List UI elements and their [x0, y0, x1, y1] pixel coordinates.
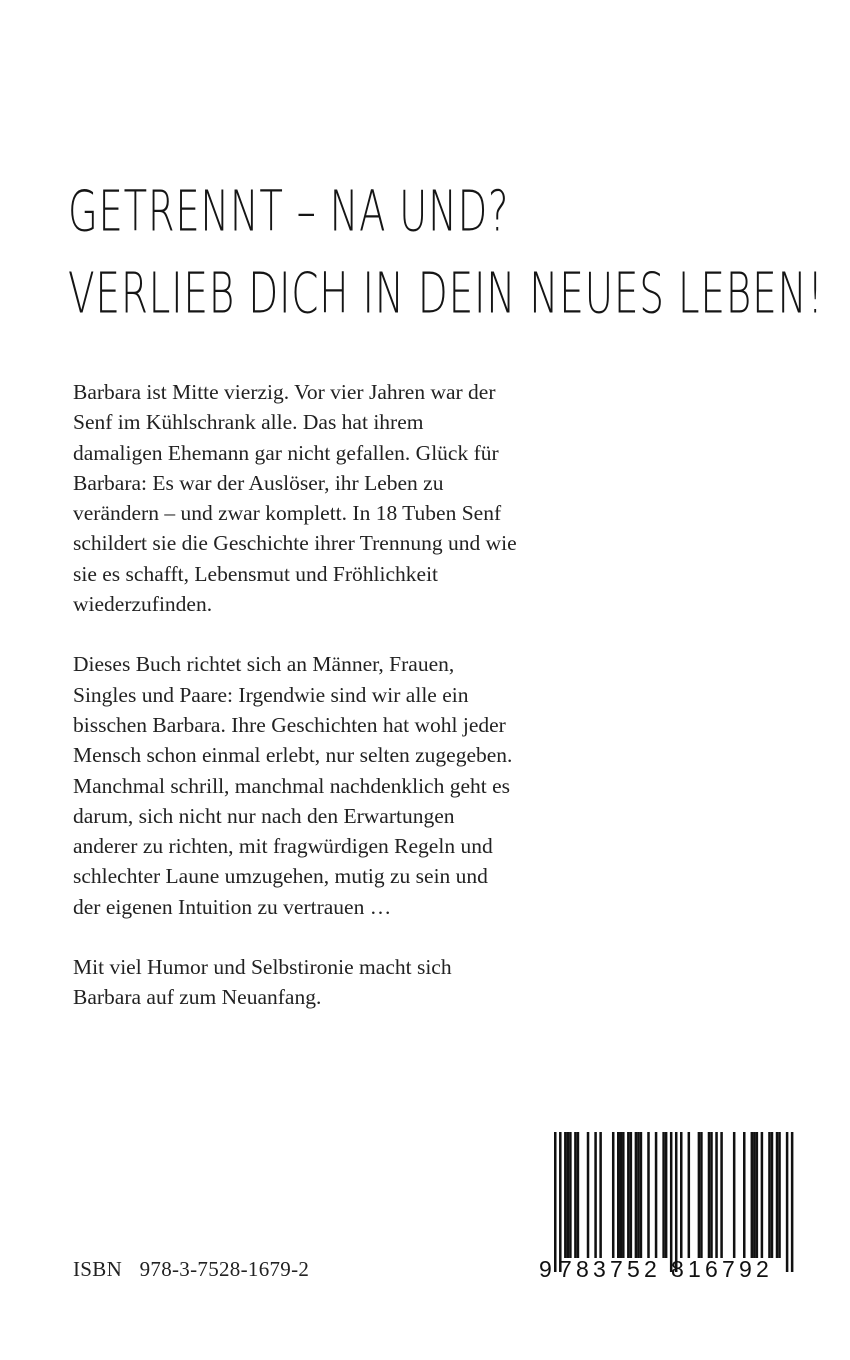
barcode-bar [594, 1132, 597, 1258]
barcode-guard-bar [675, 1132, 678, 1272]
isbn-number: 978-3-7528-1679-2 [139, 1257, 310, 1281]
barcode-guard-bar [554, 1132, 557, 1272]
barcode-bar [761, 1132, 764, 1258]
barcode-digits-left: 783752 [559, 1256, 661, 1282]
barcode [533, 1128, 813, 1288]
barcode-bar [617, 1132, 620, 1258]
blurb-paragraph-2: Dieses Buch richtet sich an Männer, Frauen, Singles und Paare: Irgendwie sind wir alle ein bisschen Barbara. Ihre Geschichten hat wohl jeder Mensch schon einmal erlebt, nur selten zugegeben. Manchmal schrill, manchmal nachdenklich geht es darum, sich nicht nur nach den Erwartungen anderer zu richten, mit fragwürdigen Regeln und schlechter Laune umzugehen, mutig zu sein und der eigenen Intuition zu vertrauen … [73, 652, 513, 919]
barcode-bar [655, 1132, 658, 1258]
barcode-digits [533, 1256, 813, 1284]
barcode-bar [637, 1132, 640, 1258]
barcode-bar [743, 1132, 746, 1258]
barcode-bar [622, 1132, 625, 1258]
barcode-digit-first: 9 [539, 1256, 552, 1282]
barcode-bar [647, 1132, 650, 1258]
barcode-bar [710, 1132, 713, 1258]
blurb-paragraph-1: Barbara ist Mitte vierzig. Vor vier Jahren war der Senf im Kühlschrank alle. Das hat ihrem damaligen Ehemann gar nicht gefallen. Glück für Barbara: Es war der Auslöser, ihr Leben zu verändern – und zwar komplett. In 18 Tuben Senf schildert sie die Geschichte ihrer Trennung und wie sie es schafft, Lebensmut und Fröhlichkeit wiederzufinden. [73, 380, 517, 617]
barcode-bar [630, 1132, 633, 1258]
blurb-paragraph-3: Mit viel Humor und Selbstironie macht sich Barbara auf zum Neuanfang. [73, 955, 452, 1010]
barcode-bar [751, 1132, 754, 1258]
isbn-label: ISBN [73, 1257, 123, 1281]
barcode-guard-bar [786, 1132, 789, 1272]
headline-line-2: VERLIEB DICH IN DEIN NEUES LEBEN! [68, 261, 824, 327]
barcode-bar [776, 1132, 779, 1258]
barcode-guard-bar [791, 1132, 794, 1272]
barcode-bar [665, 1132, 668, 1258]
headline-line-1: GETRENNT – NA UND? [68, 179, 510, 245]
barcode-bar [715, 1132, 718, 1258]
barcode-bar [733, 1132, 736, 1258]
barcode-bar [564, 1132, 567, 1258]
barcode-bar [771, 1132, 774, 1258]
barcode-bar [620, 1132, 623, 1258]
barcode-bar [569, 1132, 572, 1258]
barcode-bar [778, 1132, 781, 1258]
barcode-bar [753, 1132, 756, 1258]
barcode-bar [612, 1132, 615, 1258]
barcode-bar [587, 1132, 590, 1258]
barcode-bar [599, 1132, 602, 1258]
barcode-bar [640, 1132, 643, 1258]
barcode-bar [635, 1132, 638, 1258]
barcode-guard-bar [670, 1132, 673, 1272]
barcode-guard-bar [559, 1132, 562, 1272]
barcode-bar [567, 1132, 570, 1258]
barcode-bar [574, 1132, 577, 1258]
barcode-bar [720, 1132, 723, 1258]
barcode-bar [627, 1132, 630, 1258]
barcode-bar [708, 1132, 711, 1258]
barcode-bar [698, 1132, 701, 1258]
isbn-line [73, 1257, 309, 1282]
barcode-bar [688, 1132, 691, 1258]
barcode-bar [756, 1132, 759, 1258]
barcode-bar [577, 1132, 580, 1258]
blurb [73, 377, 518, 1043]
barcode-bar [662, 1132, 665, 1258]
barcode-digits-right: 816792 [671, 1256, 773, 1282]
barcode-bar [680, 1132, 683, 1258]
barcode-bar [700, 1132, 703, 1258]
barcode-bar [768, 1132, 771, 1258]
